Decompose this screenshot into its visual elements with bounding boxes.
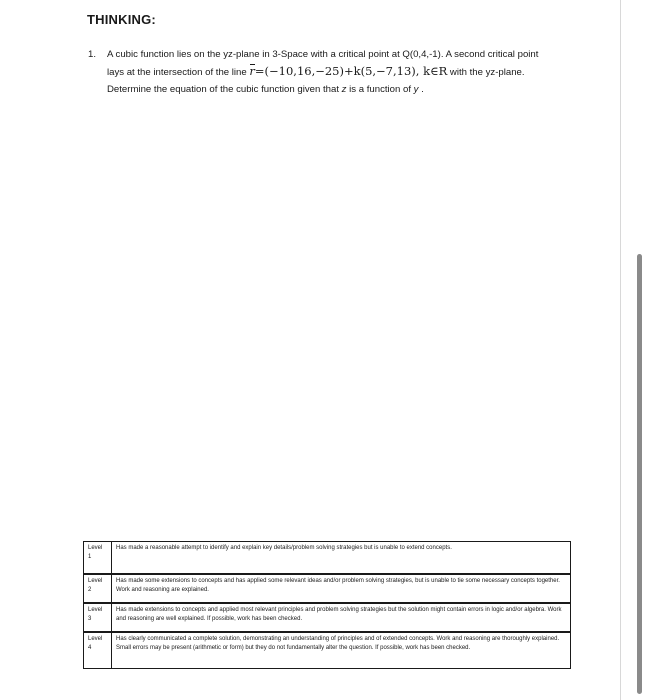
question-text-part1: A cubic function lies on the yz-plane in 3-Space with a critical point at Q(0,4,-1). A second critical point lays at the intersection of the line: [107, 49, 539, 78]
level-number: 4: [88, 645, 92, 651]
section-heading: THINKING:: [87, 12, 156, 27]
rubric-description: Has clearly communicated a complete solution, demonstrating an understanding of principles and of extended concepts. Work and reasoning are thoroughly explained. Small errors may be present (arithmetic or form) but they do not fundamentally alter the question. If possible, work has been checked.: [112, 632, 571, 669]
line-equation: [249, 64, 447, 78]
scrollbar-thumb[interactable]: [637, 254, 642, 694]
level-number: 2: [88, 587, 92, 593]
question-1: [88, 46, 558, 98]
rubric-level-cell: [84, 542, 112, 575]
variable-z: z: [341, 84, 347, 95]
rubric-row-level-1: [84, 542, 571, 575]
question-number: 1.: [88, 49, 97, 60]
level-label: Level: [88, 545, 103, 551]
level-label: Level: [88, 607, 103, 613]
level-label: Level: [88, 636, 103, 642]
rubric-description: Has made extensions to concepts and applied most relevant principles and problem solving strategies but the solution might contain errors in logic and/or algebra. Work and reasoning are well explained. If possible, work has been checked.: [112, 603, 571, 632]
variable-y: y: [413, 84, 419, 95]
rubric-level-cell: [84, 632, 112, 669]
rubric-row-level-3: [84, 603, 571, 632]
rubric-level-cell: [84, 574, 112, 603]
rubric-description: Has made some extensions to concepts and has applied some relevant ideas and/or problem solving strategies, but is unable to tie some necessary concepts together. Work and reasoning are explained.: [112, 574, 571, 603]
question-text-part3: is a function of: [346, 84, 414, 95]
rubric-table: [83, 541, 571, 669]
vector-r: r: [249, 64, 255, 78]
vertical-scrollbar[interactable]: [635, 0, 647, 700]
rubric-level-cell: [84, 603, 112, 632]
rubric-description: Has made a reasonable attempt to identify and explain key details/problem solving strategies but is unable to extend concepts.: [112, 542, 571, 575]
level-number: 1: [88, 554, 92, 560]
question-text-part2: with the yz-plane. Determine the equation of the cubic function given that: [107, 67, 525, 95]
rubric-row-level-4: [84, 632, 571, 669]
rubric-row-level-2: [84, 574, 571, 603]
equation-body: =(−10,16,−25)+k(5,−7,13), k∈R: [254, 64, 448, 78]
question-text: [107, 46, 558, 98]
level-label: Level: [88, 578, 103, 584]
question-text-part4: .: [418, 84, 424, 95]
level-number: 3: [88, 616, 92, 622]
